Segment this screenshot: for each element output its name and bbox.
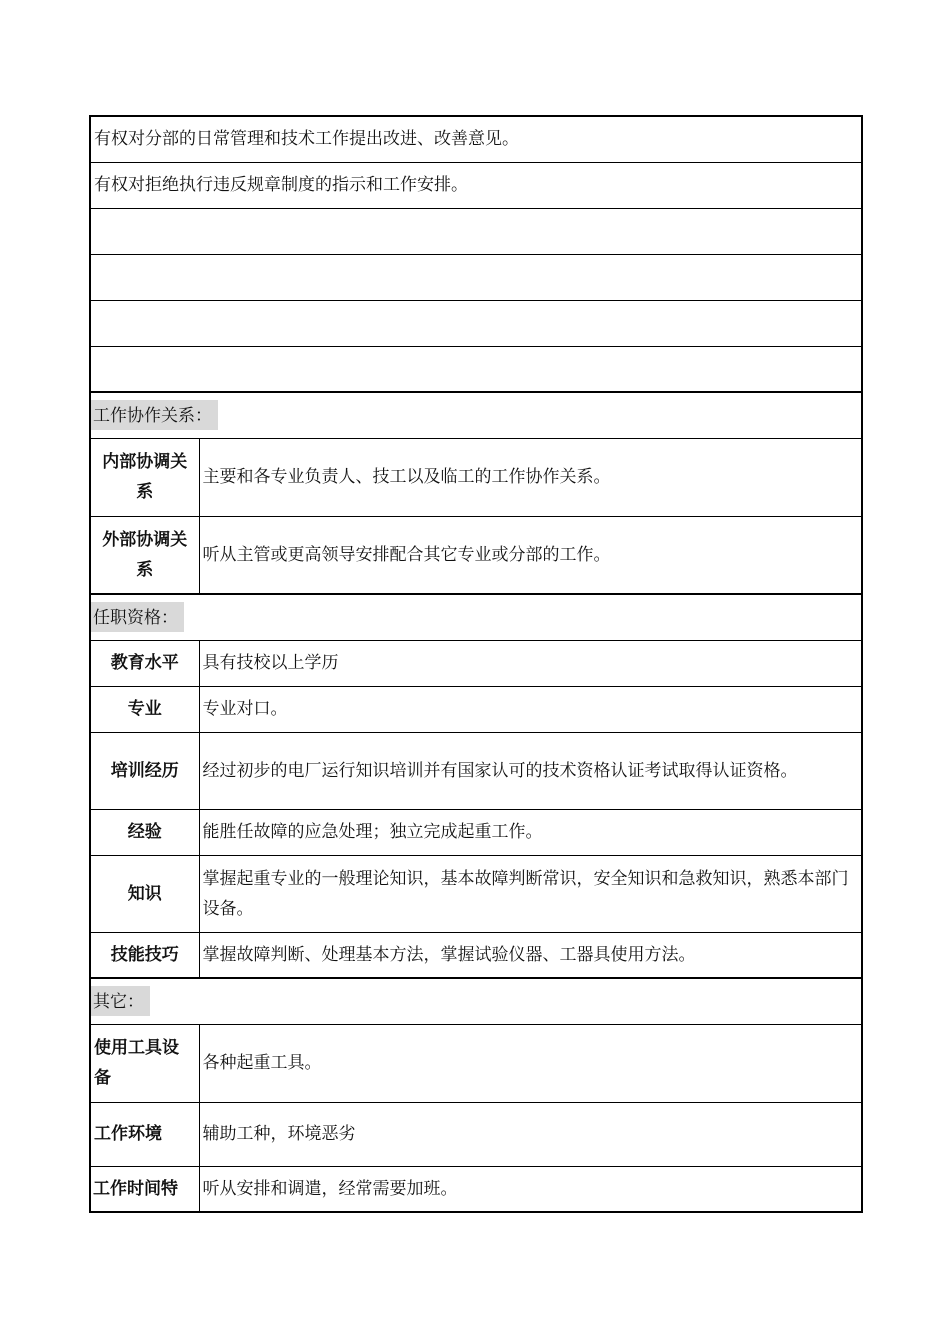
section-title-collab: 工作协作关系： bbox=[91, 400, 218, 430]
qual-value-training: 经过初步的电厂运行知识培训并有国家认可的技术资格认证考试取得认证资格。 bbox=[199, 732, 862, 809]
other-label-environment: 工作环境 bbox=[90, 1102, 199, 1166]
other-value-tools: 各种起重工具。 bbox=[199, 1024, 862, 1102]
section-title-other: 其它： bbox=[91, 986, 150, 1016]
collab-value-internal: 主要和各专业负责人、技工以及临工的工作协作关系。 bbox=[199, 438, 862, 516]
rights-row-1: 有权对分部的日常管理和技术工作提出改进、改善意见。 bbox=[90, 116, 862, 162]
other-label-tools: 使用工具设备 bbox=[90, 1024, 199, 1102]
qual-value-knowledge: 掌握起重专业的一般理论知识，基本故障判断常识，安全知识和急救知识，熟悉本部门设备。 bbox=[199, 855, 862, 932]
job-description-table bbox=[89, 115, 861, 1213]
collab-value-external: 听从主管或更高领导安排配合其它专业或分部的工作。 bbox=[199, 516, 862, 594]
section-title-qual: 任职资格： bbox=[91, 602, 184, 632]
qual-value-major: 专业对口。 bbox=[199, 686, 862, 732]
qual-label-training: 培训经历 bbox=[90, 732, 199, 809]
empty-row bbox=[90, 208, 862, 254]
qual-label-knowledge: 知识 bbox=[90, 855, 199, 932]
empty-row bbox=[90, 300, 862, 346]
collab-label-external: 外部协调关系 bbox=[90, 516, 199, 594]
other-value-environment: 辅助工种，环境恶劣 bbox=[199, 1102, 862, 1166]
collab-label-internal: 内部协调关系 bbox=[90, 438, 199, 516]
qual-label-education: 教育水平 bbox=[90, 640, 199, 686]
qual-label-skills: 技能技巧 bbox=[90, 932, 199, 978]
qual-value-education: 具有技校以上学历 bbox=[199, 640, 862, 686]
section-other bbox=[90, 978, 862, 1024]
qual-label-major: 专业 bbox=[90, 686, 199, 732]
rights-row-2: 有权对拒绝执行违反规章制度的指示和工作安排。 bbox=[90, 162, 862, 208]
qual-value-experience: 能胜任故障的应急处理；独立完成起重工作。 bbox=[199, 809, 862, 855]
qual-value-skills: 掌握故障判断、处理基本方法，掌握试验仪器、工器具使用方法。 bbox=[199, 932, 862, 978]
qual-label-experience: 经验 bbox=[90, 809, 199, 855]
empty-row bbox=[90, 346, 862, 392]
section-collab bbox=[90, 392, 862, 438]
other-value-worktime: 听从安排和调遣，经常需要加班。 bbox=[199, 1166, 862, 1212]
section-qual bbox=[90, 594, 862, 640]
empty-row bbox=[90, 254, 862, 300]
other-label-worktime: 工作时间特 bbox=[90, 1166, 199, 1212]
